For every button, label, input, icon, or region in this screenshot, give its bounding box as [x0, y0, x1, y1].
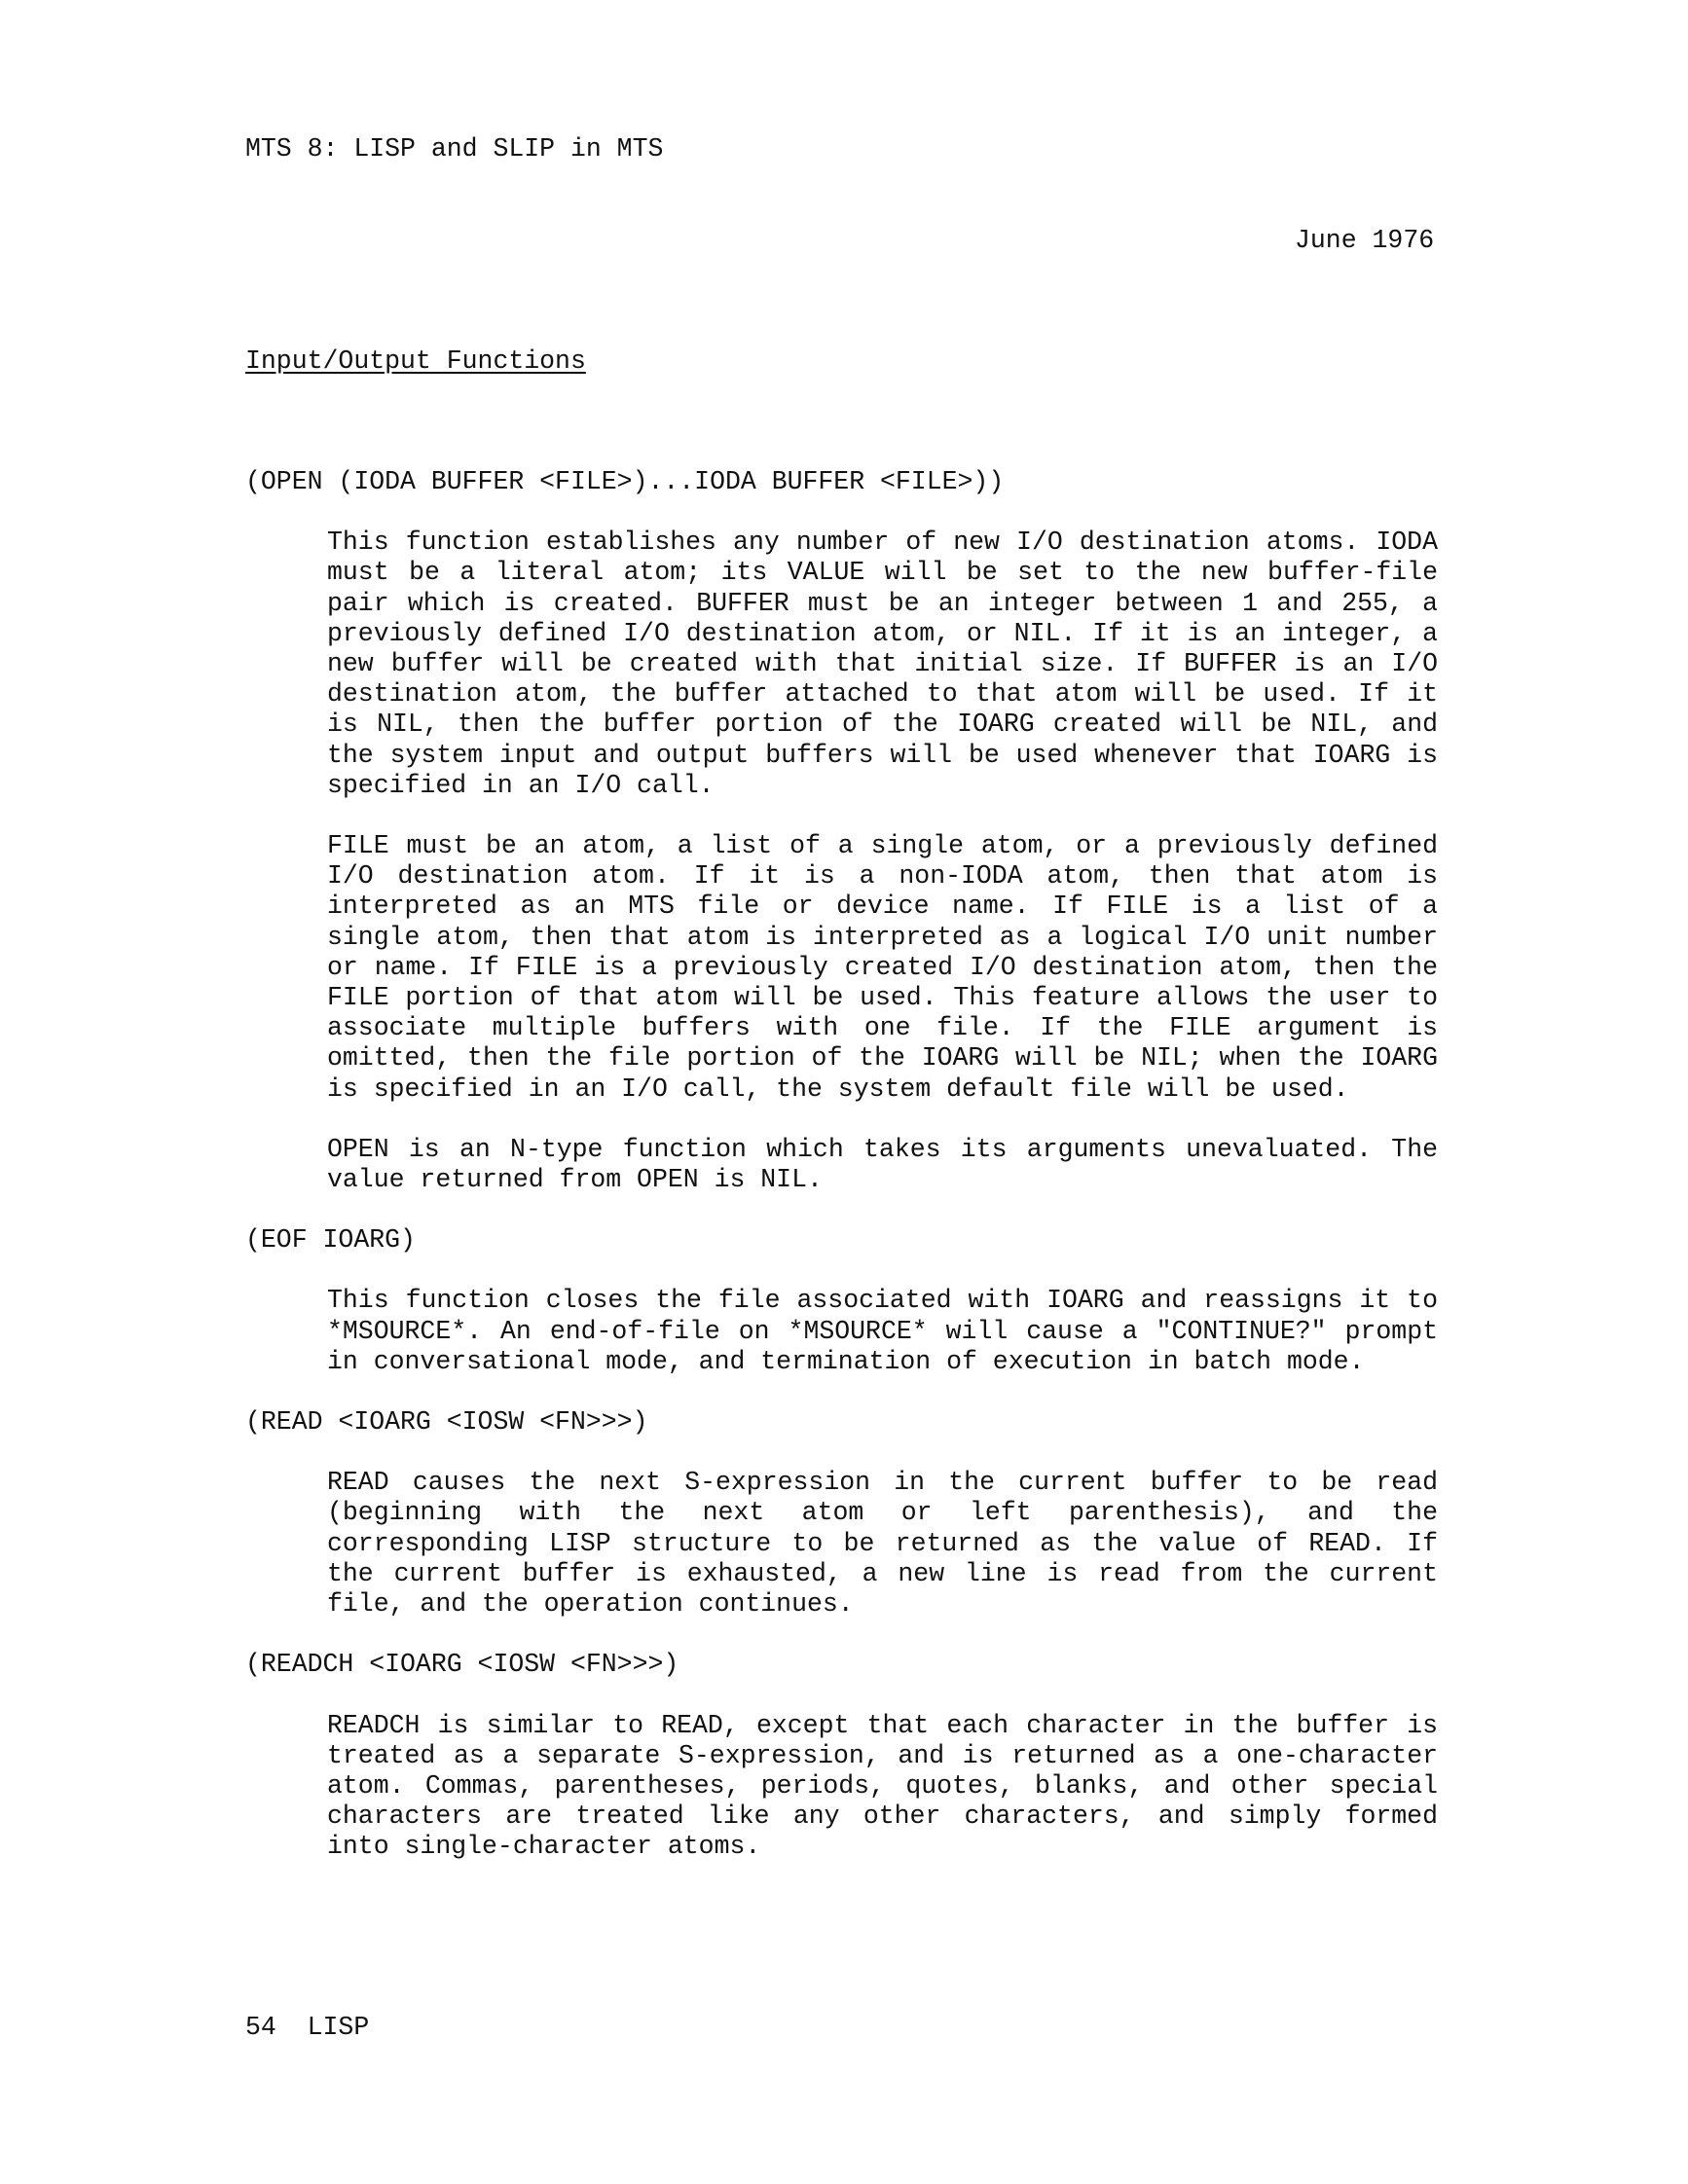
- description-paragraph: READ causes the next S-expression in the current buffer to be read (beginning with the next atom or left parenthesis), and the corresponding LISP structure to be returned as the value of READ. If the current buffer is exhausted, a new line is read from the current file, and the operation continues.: [327, 1468, 1438, 1620]
- document-body: [245, 467, 1438, 1893]
- description-paragraph: READCH is similar to READ, except that each character in the buffer is treated as a separate S-expression, and is returned as a one-character atom. Commas, parentheses, periods, quotes, blanks, and other special characters are treated like any other characters, and simply formed into single-character atoms.: [327, 1710, 1438, 1862]
- running-header-title: MTS 8: LISP and SLIP in MTS: [245, 134, 664, 164]
- function-signature-open: (OPEN (IODA BUFFER <FILE>)...IODA BUFFER <FILE>)): [245, 467, 1005, 496]
- function-signature-eof: (EOF IOARG): [245, 1225, 416, 1256]
- description-paragraph: This function closes the file associated with IOARG and reassigns it to *MSOURCE*. An end-of-file on *MSOURCE* will cause a "CONTINUE?" prompt in conversational mode, and termination of execution in batch mode.: [327, 1286, 1438, 1376]
- description-paragraph: This function establishes any number of new I/O destination atoms. IODA must be a literal atom; its VALUE will be set to the new buffer-file pair which is created. BUFFER must be an integer between 1 and 255, a previously defined I/O destination atom, or NIL. If it is an integer, a new buffer will be created with that initial size. If BUFFER is an I/O destination atom, the buffer attached to that atom will be used. If it is NIL, then the buffer portion of the IOARG created will be NIL, and the system input and output buffers will be used whenever that IOARG is specified in an I/O call.: [327, 528, 1438, 800]
- running-header-date: June 1976: [1295, 226, 1435, 255]
- function-signature-readch: (READCH <IOARG <IOSW <FN>>>): [245, 1650, 679, 1680]
- page-footer: 54 LISP: [245, 2013, 370, 2042]
- section-title: Input/Output Functions: [245, 346, 586, 376]
- description-paragraph: FILE must be an atom, a list of a single atom, or a previously defined I/O destination atom. If it is a non-IODA atom, then that atom is interpreted as an MTS file or device name. If FILE is a list of a single atom, then that atom is interpreted as a logical I/O unit number or name. If FILE is a previously created I/O destination atom, then the FILE portion of that atom will be used. This feature allows the user to associate multiple buffers with one file. If the FILE argument is omitted, then the file portion of the IOARG will be NIL; when the IOARG is specified in an I/O call, the system default file will be used.: [327, 831, 1438, 1104]
- function-signature-read: (READ <IOARG <IOSW <FN>>>): [245, 1407, 648, 1438]
- description-paragraph: OPEN is an N-type function which takes its arguments unevaluated. The value returned from OPEN is NIL.: [327, 1134, 1438, 1195]
